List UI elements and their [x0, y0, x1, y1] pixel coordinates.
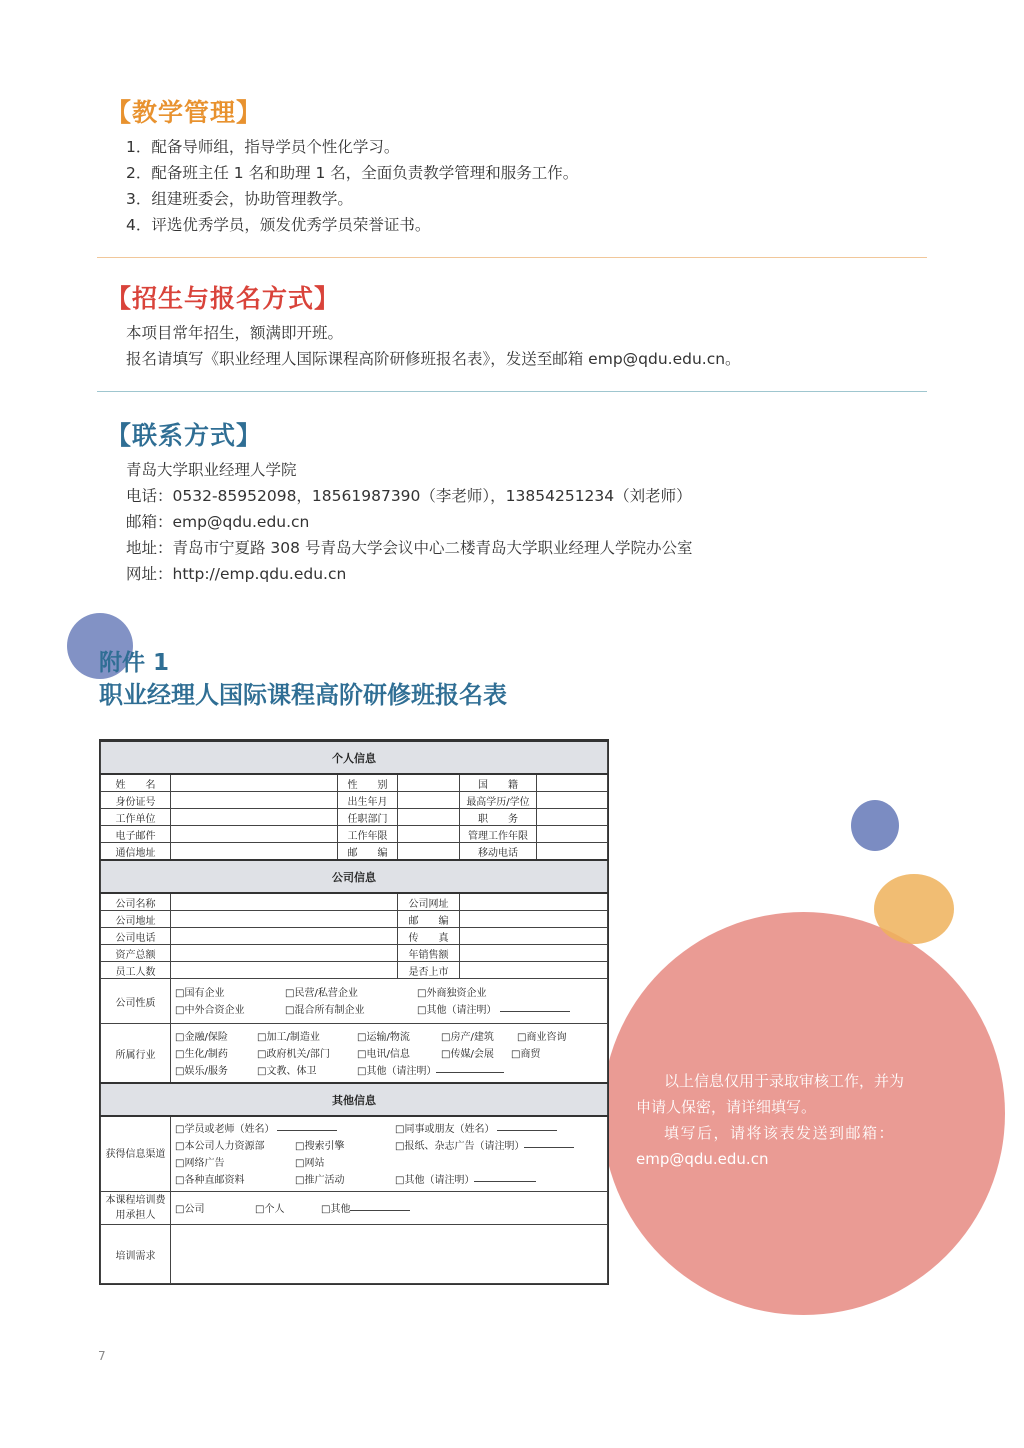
attachment-label: 附件 1 — [99, 650, 170, 676]
option-checkbox[interactable]: □电讯/信息 — [357, 1048, 410, 1060]
option-checkbox[interactable]: □政府机关/部门 — [257, 1048, 330, 1060]
option-checkbox[interactable]: □推广活动 — [295, 1175, 345, 1186]
option-checkbox[interactable]: □混合所有制企业 — [285, 1005, 365, 1016]
contact-line: 电话：0532-85952098，18561987390（李老师），13854251234（刘老师） — [126, 487, 692, 505]
address-input[interactable] — [171, 843, 338, 861]
option-label: □其他 — [321, 1203, 351, 1215]
option-checkbox[interactable]: □民营/私营企业 — [285, 988, 358, 999]
note-email: emp@qdu.edu.cn — [636, 1150, 769, 1168]
company-address-input[interactable] — [171, 911, 398, 928]
option-label: □学员或老师（姓名） — [175, 1124, 275, 1135]
option-checkbox[interactable] — [395, 1120, 494, 1135]
company-website-input[interactable] — [460, 893, 608, 911]
field-label: 公司性质 — [101, 979, 171, 1024]
divider — [97, 391, 927, 392]
list-item: 1．配备导师组，指导学员个性化学习。 — [126, 138, 400, 156]
fill-in-line[interactable] — [277, 1120, 337, 1131]
fill-in-line[interactable] — [436, 1062, 504, 1073]
option-checkbox[interactable]: □金融/保险 — [175, 1031, 228, 1043]
total-assets-input[interactable] — [171, 945, 398, 962]
nationality-input[interactable] — [537, 774, 608, 792]
fill-in-line[interactable] — [474, 1171, 536, 1182]
option-label: □报纸、杂志广告（请注明） — [395, 1141, 525, 1152]
table-row — [101, 843, 608, 861]
table-row — [101, 962, 608, 979]
table-row — [101, 774, 608, 792]
yellow-circle-decoration — [874, 874, 954, 944]
field-label: 所属行业 — [101, 1024, 171, 1084]
field-label: 资产总额 — [101, 945, 171, 962]
company-postcode-input[interactable] — [460, 911, 608, 928]
contact-line: 邮箱：emp@qdu.edu.cn — [126, 513, 310, 531]
field-label: 出生年月 — [338, 792, 398, 809]
name-input[interactable] — [171, 774, 338, 792]
option-checkbox[interactable]: □文教、体卫 — [257, 1065, 317, 1077]
note-line: 填写后，请将该表发送到邮箱： — [664, 1124, 896, 1142]
teaching-title: 【教学管理】 — [106, 98, 263, 127]
option-checkbox[interactable]: □生化/制药 — [175, 1048, 228, 1060]
gender-input[interactable] — [398, 774, 460, 792]
fill-in-line[interactable] — [524, 1137, 574, 1148]
option-checkbox[interactable]: □商业咨询 — [517, 1031, 567, 1043]
employer-input[interactable] — [171, 809, 338, 826]
field-label: 获得信息渠道 — [101, 1116, 171, 1192]
option-checkbox[interactable]: □本公司人力资源部 — [175, 1141, 265, 1152]
option-checkbox[interactable]: □公司 — [175, 1203, 205, 1215]
field-label: 本课程培训费用承担人 — [101, 1192, 171, 1225]
form-note — [636, 1068, 946, 1172]
contact-line: 网址：http://emp.qdu.edu.cn — [126, 565, 347, 583]
option-checkbox[interactable] — [175, 1120, 274, 1135]
option-checkbox[interactable]: □房产/建筑 — [441, 1031, 494, 1043]
divider — [97, 257, 927, 258]
teaching-list — [126, 134, 578, 238]
table-row — [101, 893, 608, 911]
option-checkbox[interactable] — [395, 1171, 474, 1186]
field-label: 工作年限 — [338, 826, 398, 843]
mgmt-years-input[interactable] — [537, 826, 608, 843]
work-years-input[interactable] — [398, 826, 460, 843]
field-label: 管理工作年限 — [460, 826, 537, 843]
list-item: 3．组建班委会，协助管理教学。 — [126, 190, 353, 208]
option-label: □其他（请注明） — [417, 1005, 497, 1016]
field-label: 传 真 — [398, 928, 460, 945]
option-checkbox[interactable]: □国有企业 — [175, 988, 225, 999]
id-number-input[interactable] — [171, 792, 338, 809]
option-label: □其他（请注明） — [357, 1065, 437, 1077]
enroll-line: 报名请填写《职业经理人国际课程高阶研修班报名表》，发送至邮箱 emp@qdu.edu.cn。 — [126, 350, 741, 368]
option-checkbox[interactable]: □外商独资企业 — [417, 988, 487, 999]
option-checkbox[interactable] — [357, 1062, 436, 1077]
field-label: 移动电话 — [460, 843, 537, 861]
option-checkbox[interactable]: □网站 — [295, 1158, 325, 1169]
company-info-header: 公司信息 — [101, 860, 608, 893]
position-input[interactable] — [537, 809, 608, 826]
field-label: 性 别 — [338, 774, 398, 792]
birth-date-input[interactable] — [398, 792, 460, 809]
company-fax-input[interactable] — [460, 928, 608, 945]
industry-options — [171, 1024, 608, 1084]
field-label: 最高学历/学位 — [460, 792, 537, 809]
fill-in-line[interactable] — [350, 1200, 410, 1211]
table-row — [101, 928, 608, 945]
company-nature-options — [171, 979, 608, 1024]
option-checkbox[interactable]: □运输/物流 — [357, 1031, 410, 1043]
field-label: 职 务 — [460, 809, 537, 826]
table-row — [101, 911, 608, 928]
field-label: 公司电话 — [101, 928, 171, 945]
enroll-text — [126, 320, 741, 372]
field-label: 邮 编 — [398, 911, 460, 928]
fill-in-line[interactable] — [497, 1120, 557, 1131]
list-item: 2．配备班主任 1 名和助理 1 名，全面负责教学管理和服务工作。 — [126, 164, 579, 182]
contact-info — [126, 457, 692, 587]
list-item: 4．评选优秀学员，颁发优秀学员荣誉证书。 — [126, 216, 431, 234]
option-checkbox[interactable]: □各种直邮资料 — [175, 1175, 245, 1186]
field-label: 国 籍 — [460, 774, 537, 792]
field-label: 邮 编 — [338, 843, 398, 861]
table-row — [101, 1024, 608, 1084]
note-line: 以上信息仅用于录取审核工作，并为 — [664, 1072, 905, 1090]
table-row — [101, 809, 608, 826]
option-checkbox[interactable]: □商贸 — [511, 1048, 541, 1060]
contact-line: 青岛大学职业经理人学院 — [126, 461, 297, 479]
personal-info-header: 个人信息 — [101, 741, 608, 774]
field-label: 是否上市 — [398, 962, 460, 979]
annual-sales-input[interactable] — [460, 945, 608, 962]
contact-title: 【联系方式】 — [106, 421, 263, 450]
registration-form — [99, 739, 609, 1285]
fee-payer-options — [171, 1192, 608, 1225]
field-label: 公司名称 — [101, 893, 171, 911]
option-checkbox[interactable]: □加工/制造业 — [257, 1031, 320, 1043]
enroll-title: 【招生与报名方式】 — [106, 284, 341, 313]
company-phone-input[interactable] — [171, 928, 398, 945]
field-label: 员工人数 — [101, 962, 171, 979]
training-needs-input[interactable] — [171, 1225, 608, 1284]
other-info-header: 其他信息 — [101, 1083, 608, 1116]
mobile-input[interactable] — [537, 843, 608, 861]
listed-input[interactable] — [460, 962, 608, 979]
table-row — [101, 792, 608, 809]
option-checkbox[interactable]: □网络广告 — [175, 1158, 225, 1169]
education-input[interactable] — [537, 792, 608, 809]
email-input[interactable] — [171, 826, 338, 843]
field-label: 任职部门 — [338, 809, 398, 826]
option-checkbox[interactable] — [417, 1001, 496, 1016]
field-label: 培训需求 — [101, 1225, 171, 1284]
option-checkbox[interactable] — [395, 1137, 524, 1152]
field-label: 公司地址 — [101, 911, 171, 928]
table-row — [101, 1225, 608, 1284]
field-label: 身份证号 — [101, 792, 171, 809]
table-row — [101, 979, 608, 1024]
field-label: 电子邮件 — [101, 826, 171, 843]
option-label: □其他（请注明） — [395, 1175, 475, 1186]
field-label: 公司网址 — [398, 893, 460, 911]
table-row — [101, 1192, 608, 1225]
table-row — [101, 826, 608, 843]
field-label: 工作单位 — [101, 809, 171, 826]
note-line: 申请人保密，请详细填写。 — [636, 1098, 817, 1116]
option-label: □同事或朋友（姓名） — [395, 1124, 495, 1135]
info-source-options — [171, 1116, 608, 1192]
fill-in-line[interactable] — [500, 1001, 570, 1012]
contact-line: 地址：青岛市宁夏路 308 号青岛大学会议中心二楼青岛大学职业经理人学院办公室 — [126, 539, 693, 557]
option-checkbox[interactable]: □搜索引擎 — [295, 1141, 345, 1152]
field-label: 年销售额 — [398, 945, 460, 962]
table-row — [101, 1116, 608, 1192]
field-label: 通信地址 — [101, 843, 171, 861]
enroll-line: 本项目常年招生，额满即开班。 — [126, 324, 344, 342]
table-row — [101, 945, 608, 962]
purple-circle-decoration — [851, 800, 899, 851]
option-checkbox[interactable]: □中外合资企业 — [175, 1005, 245, 1016]
field-label: 姓 名 — [101, 774, 171, 792]
department-input[interactable] — [398, 809, 460, 826]
option-checkbox[interactable]: □个人 — [255, 1203, 285, 1215]
option-checkbox[interactable] — [321, 1200, 350, 1215]
employee-count-input[interactable] — [171, 962, 398, 979]
postcode-input[interactable] — [398, 843, 460, 861]
option-checkbox[interactable]: □传媒/会展 — [441, 1048, 494, 1060]
company-name-input[interactable] — [171, 893, 398, 911]
attachment-title: 职业经理人国际课程高阶研修班报名表 — [99, 681, 507, 709]
option-checkbox[interactable]: □娱乐/服务 — [175, 1065, 228, 1077]
page-number: 7 — [98, 1349, 106, 1363]
